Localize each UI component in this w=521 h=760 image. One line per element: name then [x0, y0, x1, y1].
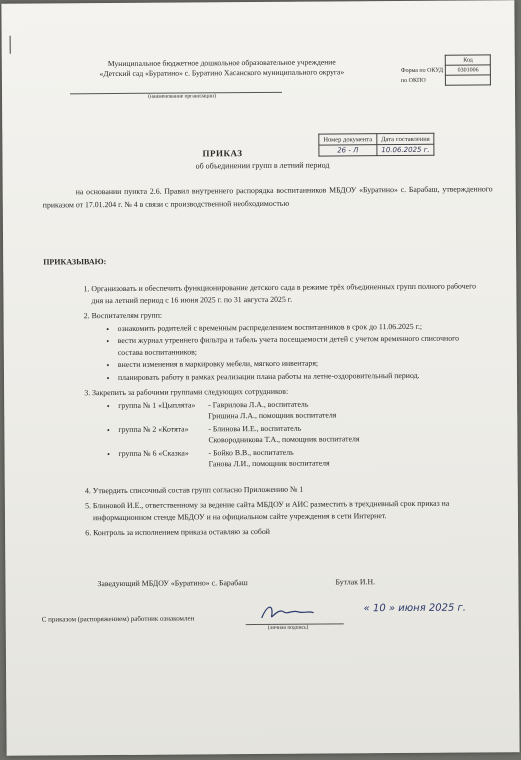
sub-item: • вести журнал утреннего фильтра и табель учета посещаемости детей с учетом временного списочного состава воспитанников; [118, 332, 484, 358]
handwritten-signature [258, 602, 318, 624]
order-item-3: 3. Закрепить за рабочими группами следующих сотрудников: • группа № 1 «Цыплята» - Гаврилова Л.А., воспитатель Гришина Л.А., помощник воспитателя • группа № 2 «Котята» - Блинова И.Е., воспитатель Сковородникова Т.А., помощник воспитателя • группа № 6 «Сказка» - Бойко В.В., воспитатель Ганова Л.И., помощник воспитателя [92, 384, 485, 470]
org-line-1: Муниципальное бюджетное дошкольное образовательное учреждение [107, 57, 336, 69]
acknowledgement-label: С приказом (распоряжением) работник ознакомлен [41, 614, 195, 624]
signature-date: « 10 » июня 2025 г. [363, 602, 466, 615]
group-staff: Ганова Л.И., помощник воспитателя [208, 458, 330, 469]
order-item-2: 2. Воспитателям групп: • ознакомить родителей с временным распределением воспитанников в срок до 11.06.2025 г.; • вести журнал утреннего фильтра и табель учета посещаемости детей с учетом временного списочного состава воспитанников; • внести изменения в маркировку мебели, мягкого инвентаря; • планировать работу в рамках реализации плана работы на летне-оздоровительный период. [92, 307, 485, 383]
number-label: Номер документа [319, 134, 377, 145]
group-staff: Гришина Л.А., помощник воспитателя [208, 410, 337, 421]
number-value: 26 - Л [319, 145, 377, 156]
margin-mark [10, 36, 11, 54]
document-sheet [1, 0, 519, 756]
basis-paragraph: на основании пункта 2.6. Правил внутреннего распорядка воспитанников МБДОУ «Буратино» с. Барабаш, утвержденного приказом от 17.01.204 г. № 4 в связи с производственной необходимостью [42, 184, 493, 210]
group-staff: Сковородникова Т.А., помощник воспитателя [208, 434, 360, 445]
group-name: • группа № 1 «Цыплята» [118, 399, 196, 410]
order-items [73, 280, 485, 542]
document-title: ПРИКАЗ [202, 148, 243, 159]
group-staff: - Бойко В.В., воспитатель [208, 447, 294, 457]
document-number-table [318, 133, 435, 157]
sub-item: • планировать работу в рамках реализации плана работы на летне-оздоровительный период. [118, 369, 484, 383]
group-entry [118, 445, 484, 471]
order-item-6: 6. Контроль за исполнением приказа оставляю за собой [93, 524, 485, 538]
okud-value: 0301006 [446, 65, 491, 75]
sub-item: • внести изменения в маркировку мебели, мягкого инвентаря; [118, 356, 484, 370]
group-name: • группа № 6 «Сказка» [118, 448, 189, 458]
sub-item: • ознакомить родителей с временным распределением воспитанников в срок до 11.06.2025 г.; [118, 320, 484, 334]
group-name: • группа № 2 «Котята» [118, 424, 189, 434]
codes-block [399, 54, 491, 86]
okpo-label: по ОКПО [400, 77, 426, 84]
order-item-1: 1. Организовать и обеспечить функционирование детского сада в режиме трёх объединенных групп полного рабочего дня на летний период с 16 июня 2025 г. по 31 августа 2025 г. [91, 280, 483, 306]
head-name: Бутлак И.Н. [335, 577, 376, 587]
date-label: Дата составления [377, 133, 435, 144]
document-subtitle: об объединении групп в летний период [195, 160, 330, 171]
okud-label: Форма по ОКУД [400, 67, 444, 74]
codes-title: Код [445, 55, 490, 65]
order-item-4: 4. Утвердить списочный состав групп согласно Приложению № 1 [93, 482, 485, 496]
group-staff: - Гаврилова Л.А., воспитатель [208, 399, 309, 409]
group-entry [118, 421, 484, 447]
orders-heading: ПРИКАЗЫВАЮ: [43, 257, 107, 267]
date-value: 10.06.2025 г. [377, 144, 435, 155]
organization-name [62, 57, 382, 79]
order-item-5: 5. Блиновой И.Е., ответственному за ведение сайта МБДОУ и АИС разместить в трехдневный срок приказ на информационном стенде МБДОУ и на официальном сайте учреждения в сети Интернет. [93, 497, 485, 523]
head-title: Заведующий МБДОУ «Буратино» с. Барабаш [97, 578, 248, 589]
org-line-2: «Детский сад «Буратино» с. Буратино Хасанского муниципального округа» [99, 67, 345, 79]
group-staff: - Блинова И.Е., воспитатель [208, 423, 302, 433]
okpo-value [446, 75, 491, 85]
signature-caption: (личная подпись) [267, 624, 309, 631]
group-entry [118, 397, 484, 423]
org-caption: (наименование организации) [148, 93, 216, 100]
